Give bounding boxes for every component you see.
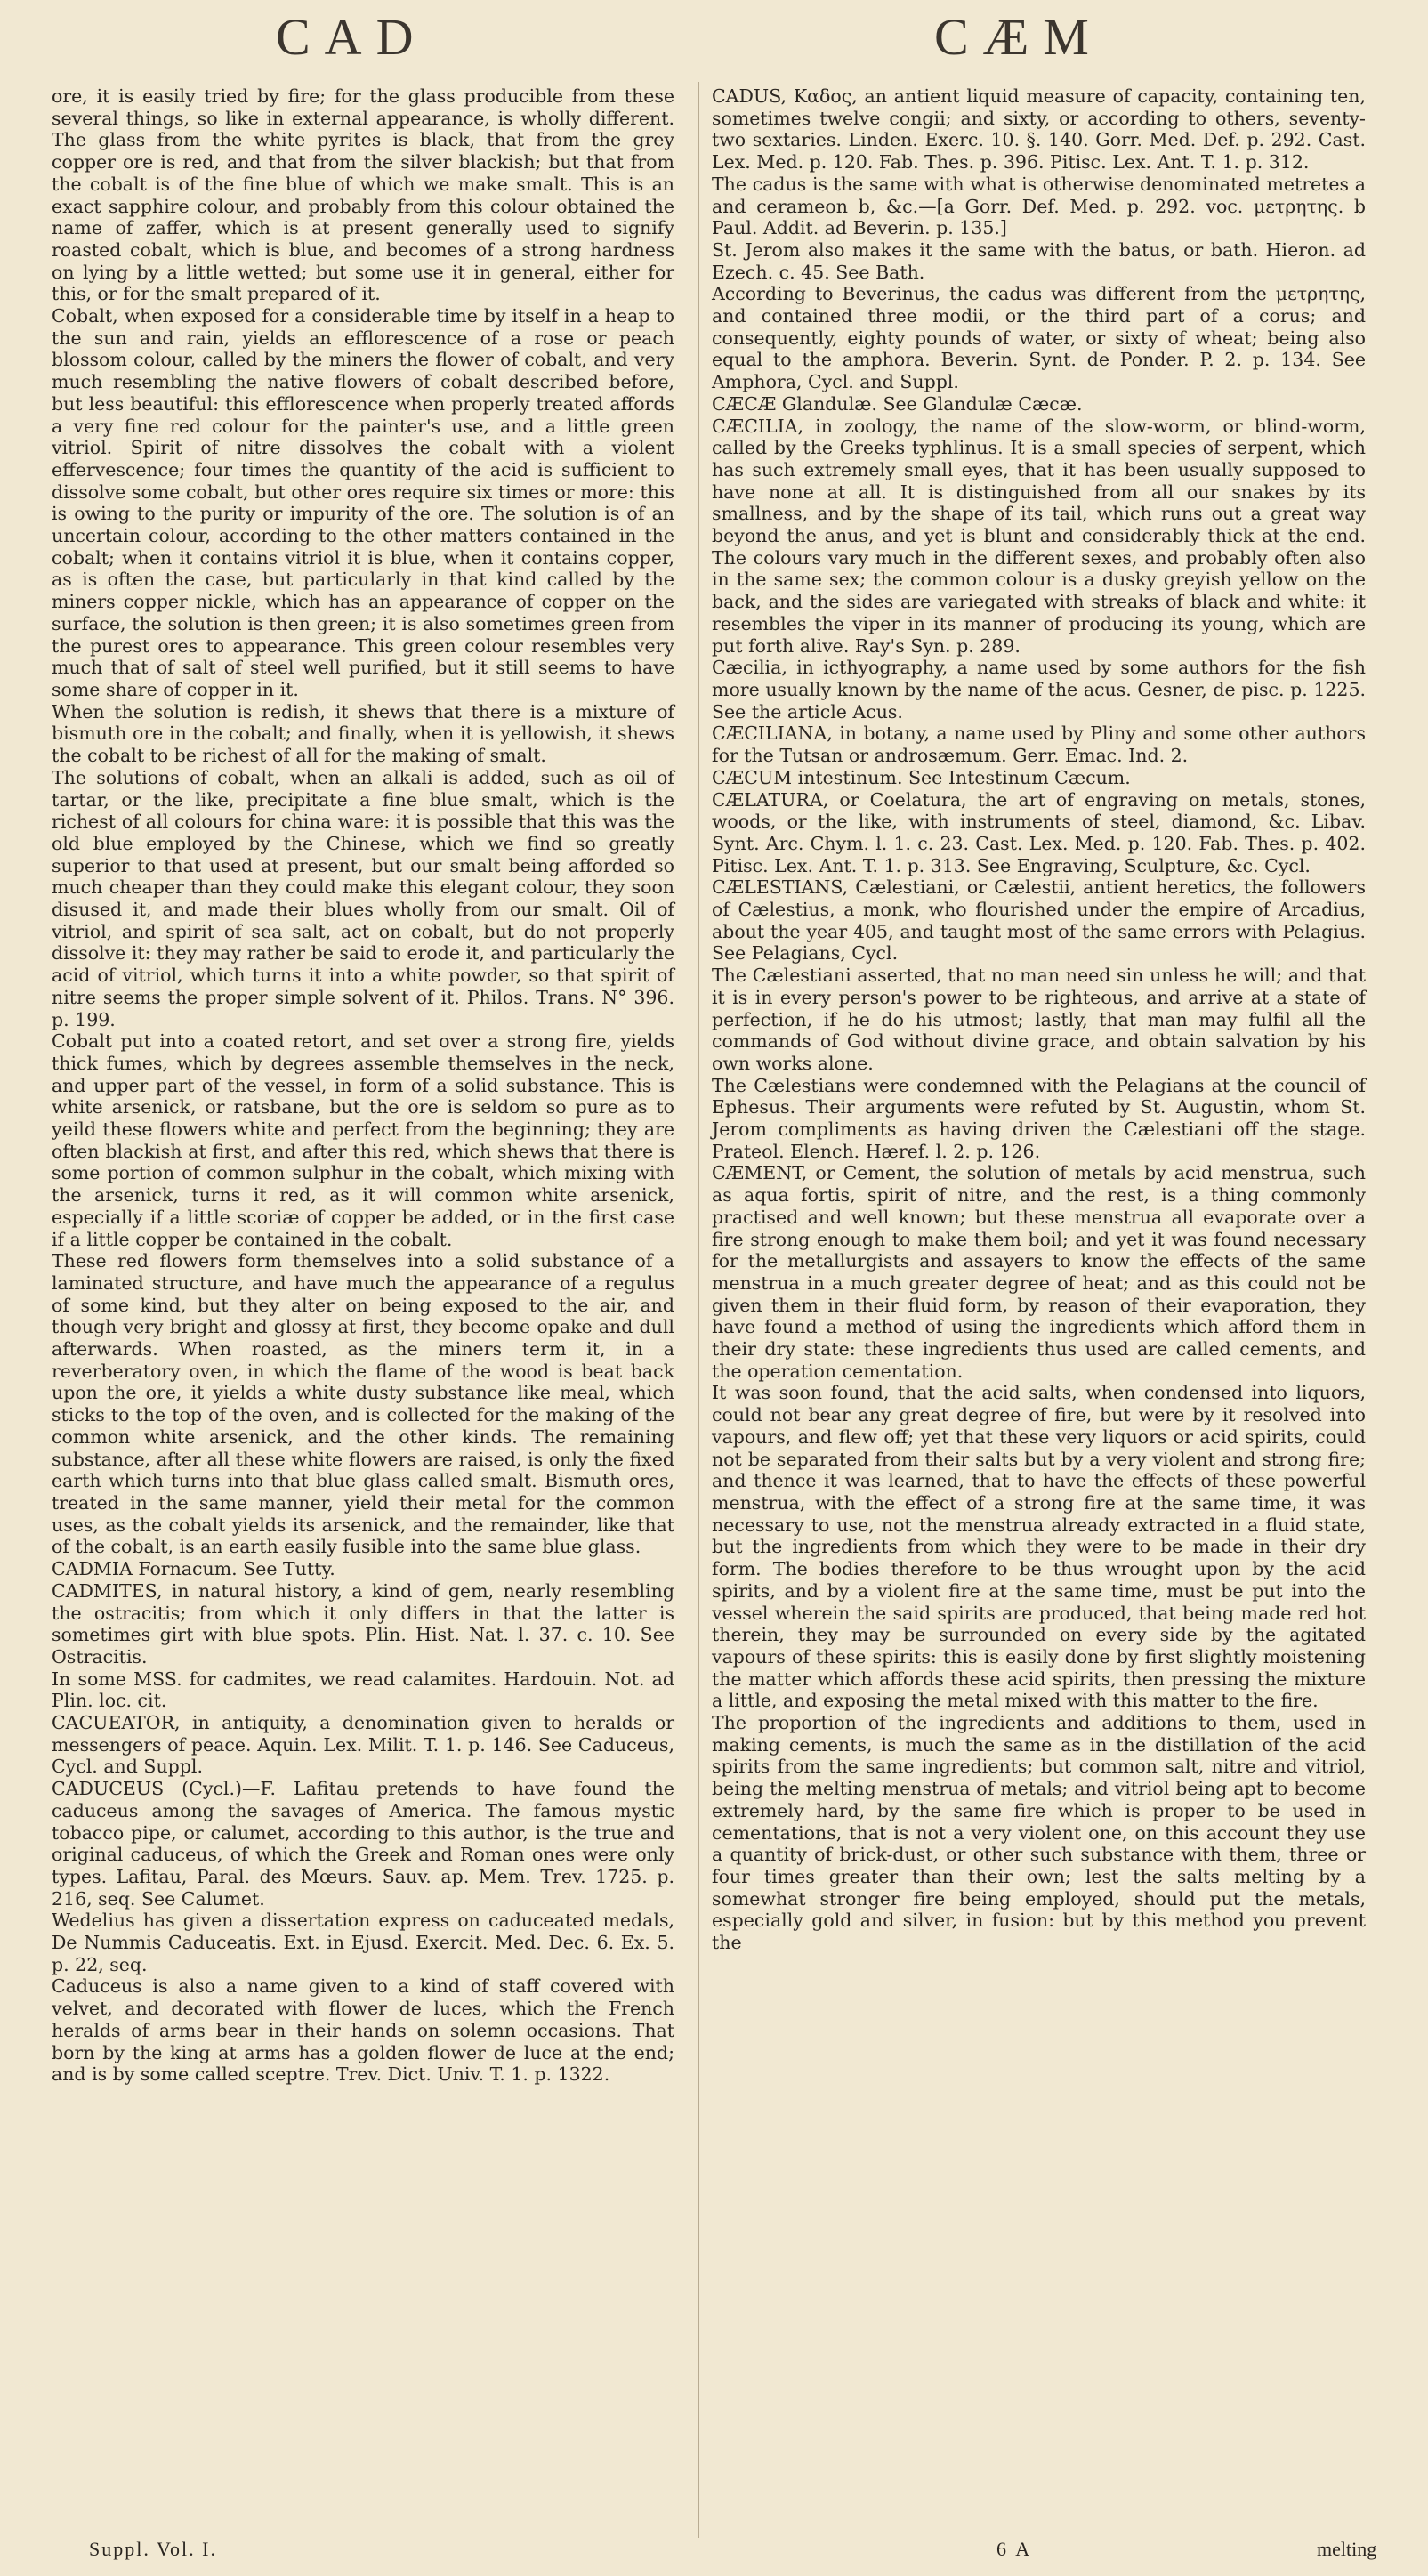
entry-paragraph: The proportion of the ingredients and additions to them, used in making cements, is much the same as in the distillation of the acid spirits from the same ingredients; but common salt, nitre and vitriol, being the melting menstrua of metals; and vitriol being apt to become extremely hard, by the same fire which is proper to be used in cementations, that is not a very violent one, on this account they use a quantity of brick-dust, or other such substance with them, three or four times greater than their own; lest the salts melting by a somewhat stronger fire being employed, should put the metals, especially gold and silver, in fusion: but by this method you prevent the: [712, 1712, 1366, 1954]
entry-caement: CÆMENT, or Cement, the solution of metals by acid menstrua, such as aqua fortis, spirit of nitre, and the rest, is a thing commonly practised and well known; but these menstrua all evaporate over a fire strong enough to make them boil; and yet it was found necessary for the metallurgists and assayers to know the effects of the same menstrua in a much greater degree of heat; and as this could not be given them in their fluid form, by reason of their evaporation, they have found a method of using the ingredients which afford them in their dry state: these ingredients thus used are called cements, and the operation cementation.: [712, 1162, 1366, 1382]
entry-paragraph: The solutions of cobalt, when an alkali is added, such as oil of tartar, or the like, precipitate a fine blue smalt, which is the richest of all colours for china ware: it is possible that this was the old blue employed by the Chinese, which we find so greatly superior to that used at present, but our smalt being afforded so much cheaper than they could make this elegant colour, they soon disused it, and made their blues wholly from our smalt. Oil of vitriol, and spirit of sea salt, act on cobalt, but do not properly dissolve it: they may rather be said to erode it, and particularly the acid of vitriol, which turns it into a white powder, so that spirit of nitre seems the proper simple solvent of it. Philos. Trans. N° 396. p. 199.: [52, 766, 674, 1030]
entry-caecum: CÆCUM intestinum. See Intestinum Cæcum.: [712, 766, 1131, 788]
entry-paragraph: Caduceus is also a name given to a kind of staff covered with velvet, and decorated with flower de luces, which the French heralds of arms bear in their hands on solemn occasions. That born by the king at arms has a golden flower de luce at the end; and is by some called sceptre. Trev. Dict. Univ. T. 1. p. 1322.: [52, 1975, 674, 2086]
entry-paragraph: The Cælestians were condemned with the Pelagians at the council of Ephesus. Their arguments were refuted by St. Augustin, whom St. Jerom compliments as having driven the Cælestiani off the stage. Prateol. Elench. Hæref. l. 2. p. 126.: [712, 1074, 1366, 1162]
entry-cacueator: CACUEATOR, in antiquity, a denomination given to heralds or messengers of peace. Aquin. Lex. Milit. T. 1. p. 146. See Caduceus, Cycl. and Suppl.: [52, 1712, 674, 1778]
entry-paragraph: These red flowers form themselves into a solid substance of a laminated structure, and have much the appearance of a regulus of some kind, but they alter on being exposed to the air, and though very bright and glossy at first, they become opake and dull afterwards. When roasted, as the miners term it, in a reverberatory oven, in which the flame of the wood is beat back upon the ore, it yields a white dusty substance like meal, which sticks to the top of the oven, and is collected for the making of the common white arsenick, and the other kinds. The remaining substance, after all these white flowers are raised, is only the fixed earth which turns into that blue glass called smalt. Bismuth ores, treated in the same manner, yield their metal for the common uses, as the cobalt yields its arsenick, and the remainder, like that of the cobalt, is an earth easily fusible into the same blue glass.: [52, 1250, 674, 1558]
entry-paragraph: St. Jerom also makes it the same with the batus, or bath. Hieron. ad Ezech. c. 45. See Bath.: [712, 238, 1366, 283]
entry-paragraph: Wedelius has given a dissertation express on caduceated medals, De Nummis Caduceatis. Ext. in Ejusd. Exercit. Med. Dec. 6. Ex. 5. p. 22, seq.: [52, 1910, 674, 1975]
sheet-mark: 6 A: [996, 2538, 1033, 2560]
entry-paragraph: It was soon found, that the acid salts, when condensed into liquors, could not bear any great degree of fire, but were by it resolved into vapours, and flew off; yet that these very liquors or acid spirits, could not be separated from their salts but by a very violent and strong fire; and thence it was learned, that to have the effects of these powerful menstrua, with the effect of a strong fire at the same time, it was necessary to use, not the menstrua already extracted in a fluid state, but the ingredients from which they were to be made in their dry form. The bodies therefore to be thus wrought upon by the acid spirits, and by a violent fire at the same time, must be put into the vessel wherein the said spirits are produced, that being made red hot therein, they may be surrounded on every side by the agitated vapours of these spirits: this is easily done by first slightly moistening the matter which affords these acid spirits, then pressing the mixture a little, and exposing the metal mixed with this matter to the fire.: [712, 1382, 1366, 1712]
left-column: [52, 85, 674, 2086]
running-head-right: CÆM: [934, 8, 1103, 66]
entry-caelatura: CÆLATURA, or Coelatura, the art of engraving on metals, stones, woods, or the like, with instruments of steel, diamond, &c. Libav. Synt. Arc. Chym. l. 1. c. 23. Cast. Lex. Med. p. 120. Fab. Thes. p. 402. Pitisc. Lex. Ant. T. 1. p. 313. See Engraving, Sculpture, &c. Cycl.: [712, 788, 1366, 876]
entry-caeciliana: CÆCILIANA, in botany, a name used by Pliny and some other authors for the Tutsan or androsæmum. Gerr. Emac. Ind. 2.: [712, 723, 1366, 767]
entry-paragraph: The Cælestiani asserted, that no man need sin unless he will; and that it is in every person's power to be righteous, and arrive at a state of perfection, if he do his utmost; lastly, that man may fulfil all the commands of God without divine grace, and obtain salvation by his own works alone.: [712, 965, 1366, 1074]
entry-caelestians: CÆLESTIANS, Cælestiani, or Cælestii, antient heretics, the followers of Cælestius, a monk, who flourished under the empire of Arcadius, about the year 405, and taught most of the same errors with Pelagius. See Pelagians, Cycl.: [712, 876, 1366, 965]
entry-paragraph: When the solution is redish, it shews that there is a mixture of bismuth ore in the cobalt; and finally, when it is yellowish, it shews the cobalt to be richest of all for the making of smalt.: [52, 700, 674, 767]
signature-mark: Suppl. Vol. I.: [89, 2538, 217, 2560]
entry-cadmites: CADMITES, in natural history, a kind of gem, nearly resembling the ostracitis; from which it only differs in that the latter is sometimes girt with blue spots. Plin. Hist. Nat. l. 37. c. 10. See Ostracitis.: [52, 1579, 674, 1668]
entry-cadmia: CADMIA Fornacum. See Tutty.: [52, 1558, 335, 1580]
catchword: melting: [1317, 2538, 1377, 2560]
entry-paragraph: The cadus is the same with what is otherwise denominated metretes a and cerameon b, &c.—[a Gorr. Def. Med. p. 292. voc. μετρητης. b Paul. Addit. ad Beverin. p. 135.]: [712, 173, 1366, 239]
entry-paragraph: ore, it is easily tried by fire; for the glass producible from these several things, so like in external appearance, is wholly different. The glass from the white pyrites is black, that from the grey copper ore is red, and that from the silver blackish; but that from the cobalt is of the fine blue of which we make smalt. This is an exact sapphire colour, and probably from this colour obtained the name of zaffer, which is at present generally used to signify roasted cobalt, which is blue, and becomes of a strong hardness on lying by a little wetted; but some use it in general, either for this, or for the smalt prepared of it.: [52, 85, 674, 305]
running-head-left: CAD: [276, 8, 428, 66]
entry-caecae: CÆCÆ Glandulæ. See Glandulæ Cæcæ.: [712, 392, 1083, 415]
column-rule: [698, 82, 699, 2538]
entry-caduceus: CADUCEUS (Cycl.)—F. Lafitau pretends to have found the caduceus among the savages of America. The famous mystic tobacco pipe, or calumet, according to this author, is the true and original caduceus, of which the Greek and Roman ones were only types. Lafitau, Paral. des Mœurs. Sauv. ap. Mem. Trev. 1725. p. 216, seq. See Calumet.: [52, 1778, 674, 1910]
entry-cadus: CADUS, Καδος, an antient liquid measure of capacity, containing ten, sometimes twelve congii; and sixty, or according to others, seventy-two sextaries. Linden. Exerc. 10. §. 140. Gorr. Med. Def. p. 292. Cast. Lex. Med. p. 120. Fab. Thes. p. 396. Pitisc. Lex. Ant. T. 1. p. 312.: [712, 85, 1366, 174]
entry-caecilia: CÆCILIA, in zoology, the name of the slow-worm, or blind-worm, called by the Greeks typhlinus. It is a small species of serpent, which has such extremely small eyes, that it has been usually supposed to have none at all. It is distinguished from all our snakes by its smallness, and by the shape of its tail, which runs out a great way beyond the anus, and yet is blunt and considerably thick at the end. The colours vary much in the different sexes, and probably often also in the same sex; the common colour is a dusky greyish yellow on the back, and the sides are variegated with streaks of black and white: it resembles the viper in its manner of producing its young, which are put forth alive. Ray's Syn. p. 289.: [712, 415, 1366, 657]
entry-paragraph: According to Beverinus, the cadus was different from the μετρητης, and contained three modii, or the third part of a corus; and consequently, eighty pounds of water, or sixty of wheat; being also equal to the amphora. Beverin. Synt. de Ponder. P. 2. p. 134. See Amphora, Cycl. and Suppl.: [712, 283, 1366, 393]
entry-paragraph: Cobalt put into a coated retort, and set over a strong fire, yields thick fumes, which by degrees assemble themselves in the neck, and upper part of the vessel, in form of a solid substance. This is white arsenick, or ratsbane, but the ore is seldom so pure as to yeild these flowers white and perfect from the beginning; they are often blackish at first, and after this red, which shews that there is some portion of common sulphur in the cobalt, which mixing with the arsenick, turns it red, as it will common white arsenick, especially if a little scoriæ of copper be added, or in the first case if a little copper be contained in the cobalt.: [52, 1030, 674, 1250]
entry-paragraph: In some MSS. for cadmites, we read calamites. Hardouin. Not. ad Plin. loc. cit.: [52, 1668, 674, 1712]
entry-paragraph: Cæcilia, in icthyography, a name used by some authors for the fish more usually known by the name of the acus. Gesner, de pisc. p. 1225. See the article Acus.: [712, 657, 1366, 723]
right-column: [712, 85, 1366, 1954]
entry-paragraph: Cobalt, when exposed for a considerable time by itself in a heap to the sun and rain, yields an efflorescence of a rose or peach blossom colour, called by the miners the flower of cobalt, and very much resembling the native flowers of cobalt described before, but less beautiful: this efflorescence when properly treated affords a very fine red colour for the painter's use, and a little green vitriol. Spirit of nitre dissolves the cobalt with a violent effervescence; four times the quantity of the acid is sufficient to dissolve some cobalt, but other ores require six times or more: this is owing to the purity or impurity of the ore. The solution is of an uncertain colour, according to the other matters contained in the cobalt; when it contains vitriol it is blue, when it contains copper, as is often the case, but particularly in that kind called by the miners copper nickle, which has an appearance of copper on the surface, the solution is then green; it is also sometimes green from the purest ores to appearance. This green colour resembles very much that of salt of steel well purified, but it still seems to have some share of copper in it.: [52, 305, 674, 700]
